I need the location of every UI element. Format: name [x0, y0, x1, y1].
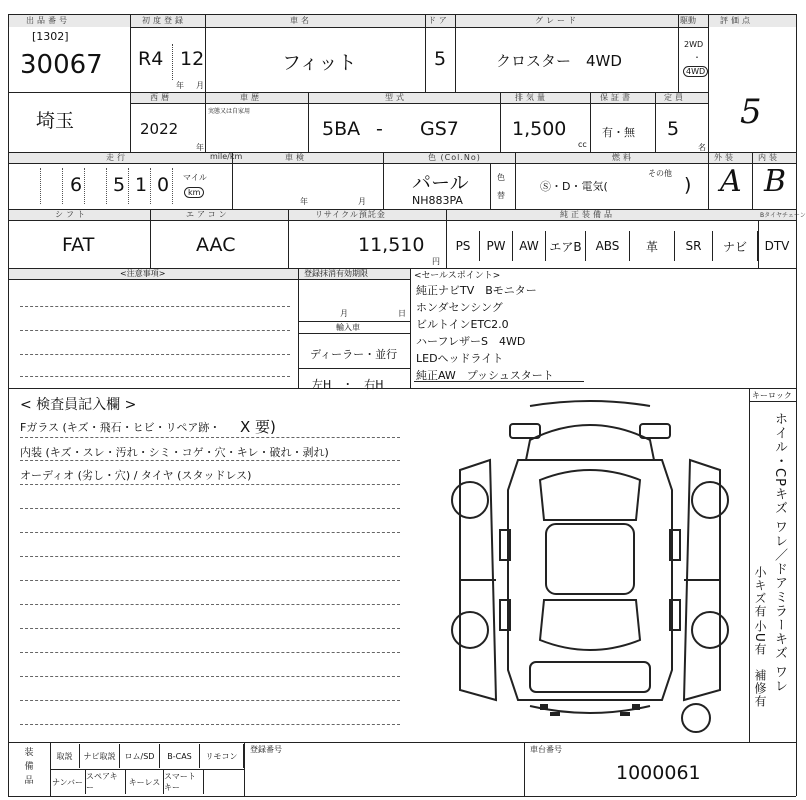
notes-title: <注意事項>: [120, 269, 166, 278]
sales-point: ビルトインETC2.0: [416, 318, 509, 331]
model-dash: -: [376, 118, 383, 140]
side-note-scratch: 小キズ有: [753, 566, 767, 618]
header-mileage-unit: mile/km: [210, 152, 243, 161]
header-year: 西暦: [150, 93, 172, 102]
option-number: ナンバー: [50, 770, 86, 794]
evaluation-score: 5: [740, 92, 762, 132]
notes-line: [20, 306, 290, 307]
sales-point: ハーフレザーS 4WD: [416, 335, 526, 348]
inspector-note-glass-mark: X 要): [240, 418, 276, 436]
mirror-right: [640, 424, 670, 438]
inspector-title: < 検査員記入欄 >: [20, 397, 137, 413]
inspector-line: [20, 484, 400, 485]
header-inspection: 車検: [285, 153, 307, 162]
header-drive: 駆動: [680, 16, 696, 25]
capacity: 5: [667, 118, 680, 140]
rule: [383, 152, 384, 209]
trunk: [530, 662, 650, 692]
drive-dot: ・: [693, 53, 701, 62]
rule: [410, 268, 411, 388]
rule: [655, 92, 656, 152]
rule: [62, 168, 63, 204]
rule: [490, 163, 491, 209]
reg-expiry-day: 日: [398, 309, 406, 318]
inspection-year-unit: 年: [300, 197, 308, 206]
sales-point: 純正ナビTV Bモニター: [416, 284, 537, 297]
rule: [130, 103, 708, 104]
header-lot: 出品番号: [26, 16, 70, 25]
rule: [8, 220, 796, 221]
inspector-line: [20, 628, 400, 629]
header-exterior: 外装: [714, 153, 736, 162]
color-code: NH883PA: [412, 194, 463, 207]
rule: [150, 209, 151, 268]
inspector-line: [20, 460, 400, 461]
reg-no-label: 登録番号: [250, 745, 282, 754]
rule: [758, 220, 759, 268]
mileage-digit: 1: [135, 174, 148, 196]
drive-4wd-circled: 4WD: [683, 66, 708, 77]
light-rear-left: [540, 704, 548, 710]
lot-number: 30067: [20, 50, 103, 80]
inspector-line: [20, 437, 400, 438]
drive-2wd: 2WD: [684, 40, 704, 49]
header-displacement: 排気量: [515, 93, 548, 102]
inspector-line: [20, 604, 400, 605]
notes-line: [20, 376, 290, 377]
rule: [500, 92, 501, 152]
wheel-rear-left: [452, 612, 488, 648]
rule: [40, 168, 41, 204]
sales-point: 純正AW プッシュスタート: [416, 369, 554, 382]
rule: [8, 796, 796, 797]
rule: [590, 92, 591, 152]
rule: [130, 14, 131, 152]
notes-line: [20, 354, 290, 355]
rule: [172, 168, 173, 204]
header-equipment: 純正装備品: [560, 210, 615, 219]
header-color: 色 (Col.No): [428, 153, 481, 162]
model-code: GS7: [420, 118, 459, 140]
mileage-digit: 0: [157, 174, 170, 196]
color-change-2: 替: [497, 191, 505, 200]
header-capacity: 定員: [664, 93, 686, 102]
inspector-line: [20, 508, 400, 509]
wheel-rear-right: [692, 612, 728, 648]
plate-left: [550, 712, 560, 716]
rule: [298, 333, 410, 334]
sales-point: LEDヘッドライト: [416, 352, 504, 365]
rule: [298, 368, 410, 369]
header-first-reg: 初度登録: [142, 16, 186, 25]
rule: [524, 742, 525, 796]
notes-line: [20, 330, 290, 331]
rule: [515, 152, 516, 209]
fuel-close: ): [684, 174, 692, 196]
year-unit: 年: [196, 143, 204, 152]
header-mileage: 走行: [106, 153, 128, 162]
rule: [244, 742, 245, 796]
hood-top-outline: [526, 425, 654, 460]
car-name: フィット: [282, 52, 357, 74]
sales-point-underline: [414, 381, 584, 382]
header-grade: グレード: [535, 16, 579, 25]
header-band-4: [8, 209, 796, 220]
first-reg-era: R4: [138, 48, 164, 70]
capacity-unit: 名: [698, 143, 706, 152]
header-shift: シフト: [55, 210, 88, 219]
mirror-left: [510, 424, 540, 438]
equipment-pw: PW: [480, 231, 513, 261]
steering: 左H ・ 右H: [312, 378, 384, 391]
equipment-leather: 革: [630, 231, 675, 261]
wheel-front-right: [692, 482, 728, 518]
displacement-unit: cc: [578, 140, 587, 149]
rule: [84, 168, 85, 204]
rule: [8, 209, 796, 210]
equipment-ps: PS: [447, 231, 480, 261]
rule: [455, 14, 456, 92]
rule: [8, 14, 9, 796]
windshield: [540, 470, 640, 520]
inspector-line: [20, 724, 400, 725]
interior-score: B: [764, 164, 787, 199]
fuel-value: Ⓢ・D・電気(: [540, 180, 608, 193]
key-lock-label: キーロック: [752, 391, 792, 400]
year-western: 2022: [140, 120, 179, 138]
import-title: 輸入車: [336, 323, 360, 332]
side-note-repair: 小U有 補修有: [753, 620, 767, 708]
inspector-line: [20, 556, 400, 557]
option-navi-manual: ナビ取説: [80, 744, 120, 768]
fuel-other-label: その他: [648, 169, 672, 178]
inspector-line: [20, 700, 400, 701]
inspection-month-unit: 月: [358, 197, 366, 206]
front-bumper: [530, 401, 650, 406]
header-model: 型式: [385, 93, 407, 102]
exterior-score: A: [720, 164, 742, 199]
rule: [298, 268, 299, 388]
header-interior: 内装: [758, 153, 780, 162]
roof: [546, 524, 634, 594]
rule: [796, 14, 797, 796]
doc-label-1: 装: [24, 748, 34, 758]
region: 埼玉: [36, 110, 75, 132]
header-car-name: 車名: [290, 16, 312, 25]
door-count: 5: [434, 48, 447, 70]
inspector-note-interior: 内装 (キズ・スレ・汚れ・シミ・コゲ・穴・キレ・破れ・剥れ): [20, 446, 329, 459]
chassis-no-label: 車台番号: [530, 745, 562, 754]
reg-expiry-month: 月: [340, 309, 348, 318]
header-aircon: エアコン: [186, 210, 230, 219]
rule: [130, 27, 708, 28]
mileage-unit-km-circled: km: [184, 187, 204, 198]
option-keyless: キーレス: [126, 770, 164, 794]
inspector-note-glass: Fガラス (キズ・飛石・ヒビ・リペア跡・: [20, 421, 221, 434]
chassis-number: 1000061: [616, 762, 701, 784]
rule: [678, 14, 679, 92]
sales-points-title: <セールスポイント>: [414, 271, 501, 281]
inspector-line: [20, 532, 400, 533]
recycle-fee: 11,510: [358, 234, 425, 256]
inspector-line: [20, 652, 400, 653]
inspector-line: [20, 676, 400, 677]
color-change-1: 色: [497, 173, 505, 182]
displacement: 1,500: [512, 118, 567, 140]
grade: クロスター 4WD: [496, 52, 622, 70]
first-reg-year-unit: 年: [176, 81, 184, 90]
reg-expiry-title: 登録抹消有効期限: [304, 269, 368, 278]
header-warranty: 保証書: [600, 93, 633, 102]
rule: [752, 152, 753, 209]
history-note: 実態又は自家用: [208, 108, 251, 115]
rule: [749, 388, 750, 742]
rule: [8, 388, 796, 389]
header-chain: Bタイヤチェーン: [760, 212, 806, 219]
sales-point: ホンダセンシング: [416, 301, 503, 314]
equipment-dtv: DTV: [764, 239, 790, 253]
option-smart-key: スマートキー: [164, 770, 204, 794]
plate-right: [620, 712, 630, 716]
warranty-value: 有・無: [602, 126, 635, 139]
key-lock-circle: [682, 704, 710, 732]
header-recycle: リサイクル預託金: [315, 210, 386, 219]
header-door: ドア: [428, 16, 450, 25]
rule: [8, 163, 796, 164]
inspector-line: [20, 580, 400, 581]
header-history: 車歴: [240, 93, 262, 102]
rule: [288, 209, 289, 268]
header-evaluation: 評価点: [720, 16, 753, 25]
rule: [749, 401, 796, 402]
header-fuel: 燃料: [612, 153, 634, 162]
rule: [150, 168, 151, 204]
rear-window: [540, 600, 640, 650]
color-name: パール: [412, 172, 469, 194]
side-note: ホイル・CPキズ ワレ／ドアミラーキズ ワレ: [772, 412, 787, 694]
option-manual: 取説: [50, 744, 80, 768]
rule: [425, 14, 426, 92]
doc-label-3: 品: [24, 776, 34, 786]
wheel-front-left: [452, 482, 488, 518]
light-rear-right: [632, 704, 640, 710]
mileage-digit: 5: [113, 174, 126, 196]
doc-label: [12, 746, 46, 788]
option-bcas: B-CAS: [160, 744, 200, 768]
option-rom-sd: ロム/SD: [120, 744, 160, 768]
option-spare-key: スペアキー: [86, 770, 126, 794]
equipment-sr: SR: [675, 231, 713, 261]
rule: [308, 92, 309, 152]
equipment-aw: AW: [513, 231, 546, 261]
aircon-value: AAC: [196, 234, 236, 256]
first-reg-month: 12: [180, 48, 205, 70]
rule: [172, 44, 173, 80]
lot-sub: [1302]: [32, 30, 69, 43]
rule: [8, 742, 796, 743]
rule: [128, 168, 129, 204]
mileage-digit: 6: [70, 174, 83, 196]
recycle-unit: 円: [432, 257, 440, 266]
import-dealer: ディーラー・並行: [310, 348, 398, 361]
first-reg-month-unit: 月: [196, 81, 204, 90]
model-prefix: 5BA: [322, 118, 361, 140]
equipment-airbag: エアB: [546, 231, 586, 261]
option-remote: リモコン: [200, 744, 244, 768]
inspector-note-audio: オーディオ (劣し・穴) / タイヤ (スタッドレス): [20, 469, 252, 482]
doc-label-2: 備: [24, 762, 34, 772]
rule: [205, 14, 206, 92]
rule: [106, 168, 107, 204]
car-diagram: [440, 400, 740, 740]
equipment-abs: ABS: [586, 231, 630, 261]
mileage-unit-mile: マイル: [183, 173, 207, 182]
rule: [708, 14, 709, 209]
equipment-navi: ナビ: [713, 231, 758, 261]
shift-value: FAT: [62, 234, 95, 256]
rule: [205, 92, 206, 152]
rule: [8, 279, 410, 280]
